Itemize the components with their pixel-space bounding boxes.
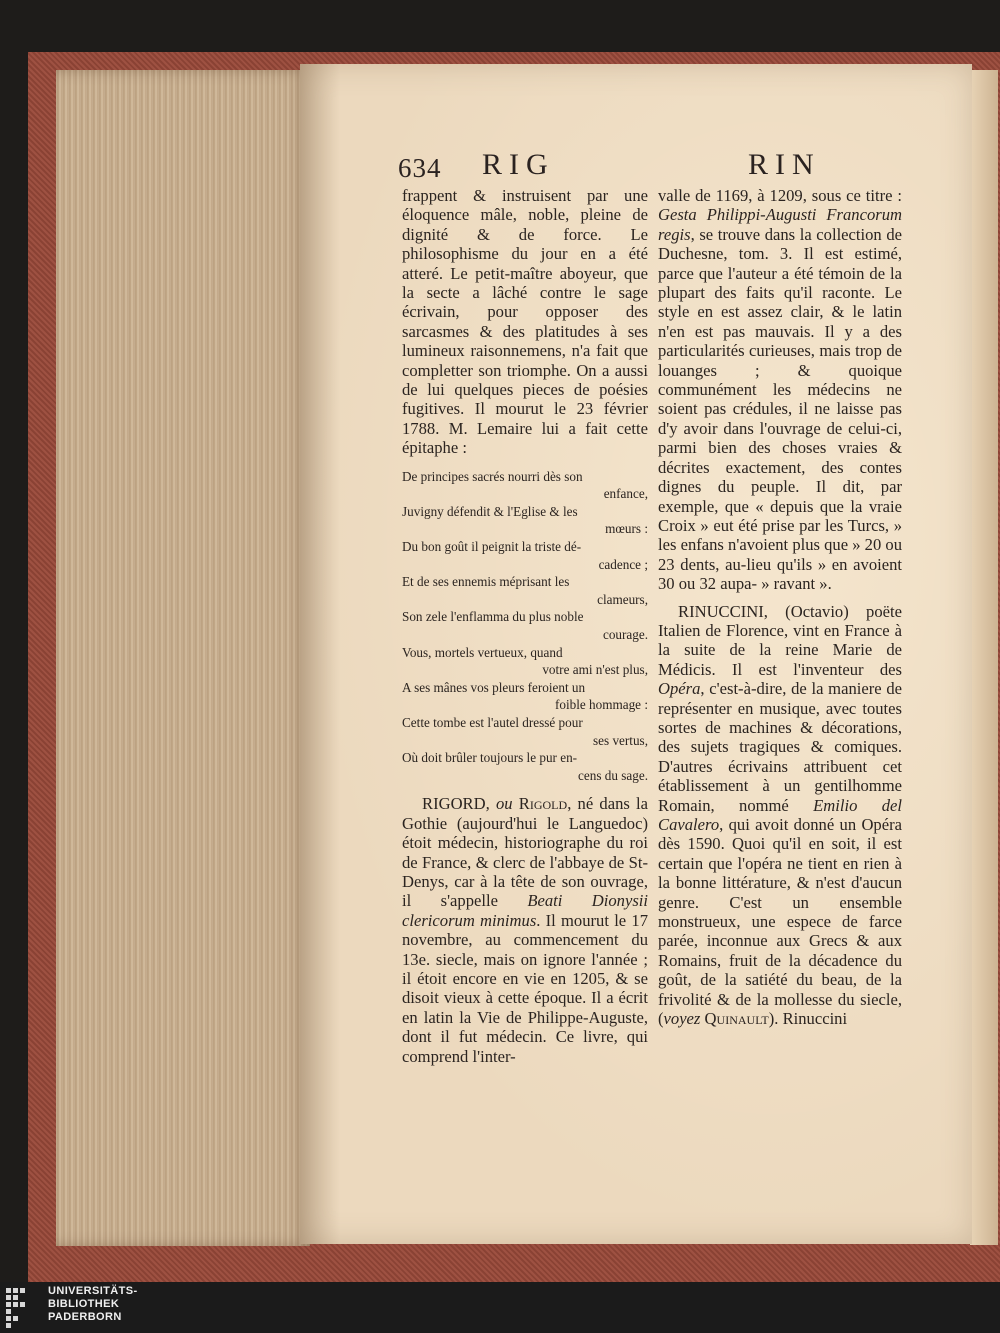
entry-italic: Opéra [658,679,701,699]
entry-headword: RINUCCINI [678,601,764,621]
entry-alt-name: Rigold [518,794,568,814]
entry-italic: Emilio del Cavalero [658,795,902,834]
page-edges [56,70,310,1246]
poem-line: cadence ; [598,556,648,572]
poem-line: Cette tombe est l'autel dressé pour [402,715,583,730]
entry-rinuccini [658,602,902,1029]
poem-line: Vous, mortels vertueux, quand [402,644,563,660]
entry-text: , ou [485,794,519,814]
library-name-line: BIBLIOTHEK [48,1298,120,1310]
right-column [658,186,902,1028]
epitaph-poem [402,468,648,785]
rigord-continuation [658,186,902,594]
entry-italic: Gesta Philippi-Augusti Francorum regis [658,205,902,244]
entry-italic: voyez [663,1009,701,1029]
poem-line: ses vertus, [593,732,648,748]
poem-line: Et de ses ennemis méprisant les [402,574,570,590]
running-head-right: RIN [748,148,821,181]
poem-line: clameurs, [597,591,648,607]
library-name-line: UNIVERSITÄTS- [48,1285,138,1297]
poem-line: enfance, [603,486,648,502]
poem-line: foible hommage : [554,697,648,713]
entry-text: , se trouve dans la collection de Duchesne, tom. 3. Il est estimé, parce que l'auteur a été témoin de la plupart des faits qu'il raconte. Le style en est assez clair, & le latin n'en est pas mauvais. Il y a des particularités curieuses, mais trop de louanges ; & quoique communément les médecins ne soient pas crédules, il ne laisse pas d'y avoir dans l'ouvrage de celui-ci, parmi bien des choses vraies & décrites exactement, des contes dignes du peuple. Il dit, par exemple, que « depuis que la vraie Croix » eut été prise par les Turcs, » les enfans n'avoient plus que » 20 ou 23 dents, au-lieu qu'ils » en avoient 30 ou 32 aupa- » ravant ». [658,224,903,594]
poem-line: Du bon goût il peignit la triste dé- [402,539,582,555]
poem-line: cens du sage. [578,767,648,783]
running-head-left: RIG [482,148,555,181]
page-number: 634 [398,153,442,183]
entry-cross-reference: Quinault [704,1009,769,1029]
entry-text: , c'est-à-dire, de la maniere de représenter en musique, avec toutes sortes de machines & décorations, des sujets tragiques & comiques. D'autres écrivains attribuent cet établissement à un gentilhomme Romain, nommé [658,679,902,815]
entry-rigord [402,794,648,1066]
library-name-line: PADERBORN [48,1311,122,1323]
library-logo-icon [4,1284,40,1330]
entry-text: . Il mourut le 17 novembre, au commencement du 13e. siecle, mais on ignore l'année ; il étoit encore en vie en 1205, & se disoit vieux à cette époque. Il a écrit en latin la Vie de Philippe-Auguste, dont il fut médecin. Ce livre, qui comprend l'inter- [402,910,648,1066]
poem-line: courage. [602,627,648,643]
poem-line: Où doit brûler toujours le pur en- [402,750,578,766]
entry-headword: RIGORD [422,794,486,814]
poem-line: De principes sacrés nourri dès son [402,468,583,484]
entry-text: , né dans la Gothie (aujourd'hui le Languedoc) étoit médecin, historiographe du roi de France, & clerc de l'abbaye de St-Denys, car à la tête de son ouvrage, il s'appelle [402,794,648,911]
entry-italic: Beati Dionysii clericorum minimus [402,891,648,930]
facing-page-edge [970,70,998,1245]
left-column [402,186,648,1066]
poem-line: mœurs : [605,521,648,537]
entry-text: , (Octavio) poëte Italien de Florence, vint en France à la suite de la reine Marie de Médicis. Il est l'inventeur des [658,601,902,679]
poem-line: votre ami n'est plus, [542,662,648,678]
poem-line: Son zele l'enflamma du plus noble [402,609,584,625]
poem-line: A ses mânes vos pleurs feroient un [402,679,586,695]
library-name [48,1285,138,1324]
entry-text: , qui avoit donné un Opéra dès 1590. Quoi qu'il en soit, il est certain que l'opéra ne tient en rien à la bonne littérature, & n'est d'aucun genre. C'est un ensemble monstrueux, une espece de farce parée, inconnue aux Grecs & aux Romains, fruit de la décadence du goût, de la satiété du beau, de la frivolité & de la mollesse du siecle, ( [658,815,902,1029]
entry-text: ). Rinuccini [768,1009,848,1029]
entry-text: valle de 1169, à 1209, sous ce titre : [658,186,902,205]
footer-bar [0,1282,1000,1333]
juvigny-continuation: frappent & instruisent par une éloquence mâle, noble, pleine de dignité & de force. Le philosophisme du jour en a été atteré. Le petit-maître aboyeur, que la secte a lâché contre le sage écrivain, pour opposer des sarcasmes & des platitudes à ses lumineux raisonnemens, n'a fait que completter son triomphe. On a aussi de lui quelques pieces de poésies fugitives. Il mourut le 23 février 1788. M. Lemaire lui a fait cette épitaphe : [402,186,648,458]
poem-line: Juvigny défendit & l'Eglise & les [402,503,578,519]
